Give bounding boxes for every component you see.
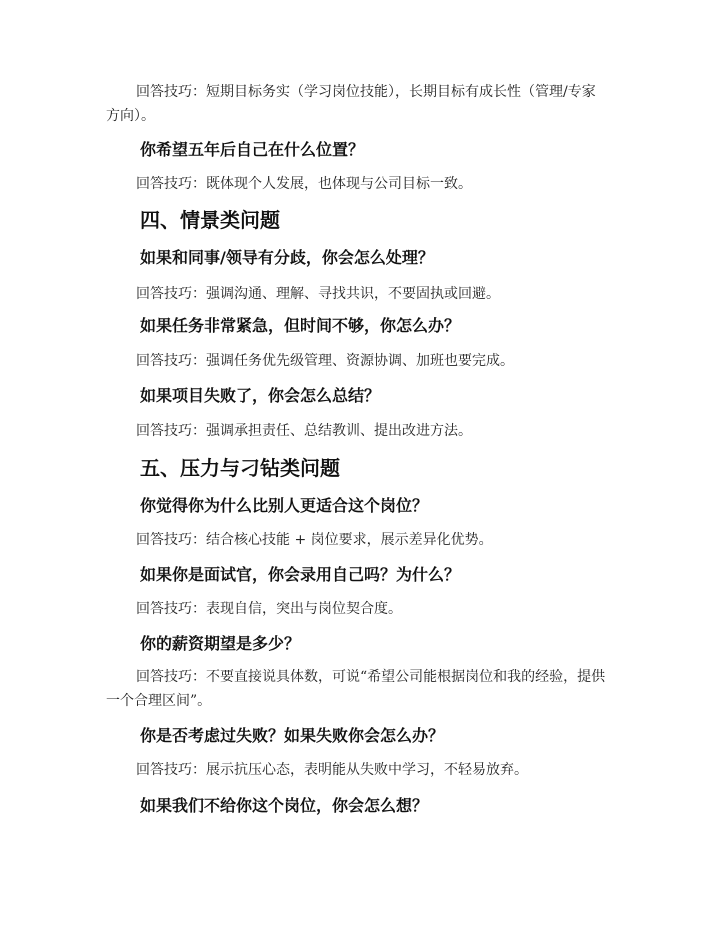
question-heading: 如果和同事/领导有分歧，你会怎么处理？ (140, 248, 434, 267)
question-heading: 你希望五年后自己在什么位置？ (140, 140, 365, 159)
answer-tip: 回答技巧：既体现个人发展，也体现与公司目标一致。 (136, 176, 472, 192)
question-heading: 如果项目失败了，你会怎么总结？ (140, 386, 381, 405)
question-heading: 如果我们不给你这个岗位，你会怎么想？ (140, 796, 429, 815)
question-heading: 你觉得你为什么比别人更适合这个岗位？ (140, 496, 429, 515)
answer-tip: 回答技巧：强调承担责任、总结教训、提出改进方法。 (136, 423, 472, 439)
section-heading: 四、情景类问题 (140, 208, 280, 232)
question-heading: 你的薪资期望是多少？ (140, 634, 301, 653)
answer-tip-line: 回答技巧：短期目标务实（学习岗位技能），长期目标有成长性（管理/专家 (136, 84, 596, 100)
answer-tip-line: 回答技巧：不要直接说具体数，可说“希望公司能根据岗位和我的经验，提供 (136, 669, 606, 685)
answer-tip-line: 一个合理区间”。 (106, 693, 212, 709)
answer-tip: 回答技巧：强调任务优先级管理、资源协调、加班也要完成。 (136, 353, 514, 369)
answer-tip: 回答技巧：强调沟通、理解、寻找共识，不要固执或回避。 (136, 286, 500, 302)
question-heading: 如果你是面试官，你会录用自己吗？为什么？ (140, 565, 461, 584)
answer-tip: 回答技巧：结合核心技能 + 岗位要求，展示差异化优势。 (136, 532, 493, 548)
question-heading: 如果任务非常紧急，但时间不够，你怎么办？ (140, 316, 461, 335)
section-heading: 五、压力与刁钻类问题 (140, 456, 340, 480)
answer-tip-line: 方向）。 (106, 108, 155, 124)
answer-tip: 回答技巧：展示抗压心态，表明能从失败中学习，不轻易放弃。 (136, 762, 528, 778)
answer-tip: 回答技巧：表现自信，突出与岗位契合度。 (136, 601, 402, 617)
question-heading: 你是否考虑过失败？如果失败你会怎么办？ (140, 726, 445, 745)
